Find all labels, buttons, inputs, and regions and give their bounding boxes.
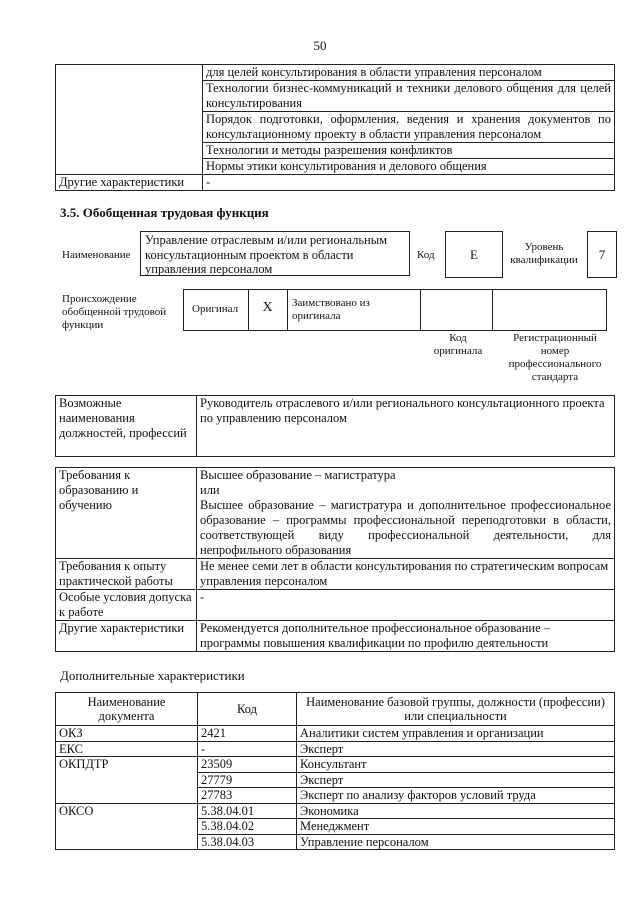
table-row [56, 726, 615, 742]
req-line: Высшее образование – магистратура [200, 468, 396, 482]
page-number: 50 [313, 38, 327, 53]
table-cell: для целей консультирования в области управления персоналом [203, 65, 615, 81]
table-cell [56, 788, 198, 804]
knowledge-table [55, 64, 615, 191]
table-row [56, 757, 615, 773]
original-label: Оригинал [192, 303, 239, 315]
header-doc: Наименование документа [56, 693, 198, 726]
table-row [56, 396, 615, 457]
table-cell: Эксперт по анализу факторов условий труда [297, 788, 615, 804]
table-cell: Эксперт [297, 741, 615, 757]
table-cell: ЕКС [56, 741, 198, 757]
code-caption: Код оригинала [433, 332, 483, 357]
requirements-table [55, 467, 615, 652]
req-line: Высшее образование – магистратура и дополнительное профессиональное образование – программы профессиональной переподготовки в области, соответствующей виду профессиональной деятельности, для непрофильного образования [200, 498, 611, 557]
level-label: Уровень квалификации [510, 241, 578, 266]
positions-table [55, 395, 615, 457]
table-row [56, 621, 615, 652]
table-cell: ОКЗ [56, 726, 198, 742]
table-cell: 2421 [198, 726, 297, 742]
header-code: Код [198, 693, 297, 726]
table-cell: ОКСО [56, 803, 198, 819]
additional-table [55, 692, 615, 850]
req-label: Особые условия допуска к работе [56, 590, 197, 621]
table-row [56, 468, 615, 559]
table-cell: Менеджмент [297, 819, 615, 835]
req-label: Требования к опыту практической работы [56, 559, 197, 590]
reg-caption: Регистрационный номер профессионального стандарта [508, 332, 602, 383]
table-cell: 5.38.04.01 [198, 803, 297, 819]
table-cell: 27779 [198, 772, 297, 788]
table-row [56, 803, 615, 819]
table-cell [56, 834, 198, 850]
code-label: Код [417, 249, 435, 261]
table-row [56, 559, 615, 590]
table-cell: Управление персоналом [297, 834, 615, 850]
gtf-level-value: 7 [587, 231, 617, 278]
req-line: Рекомендуется дополнительное профессиональное образование – программы повышения квалификации по профилю деятельности [197, 621, 615, 652]
positions-label: Возможные наименования должностей, профессий [56, 396, 197, 457]
req-label: Другие характеристики [56, 621, 197, 652]
table-row [56, 741, 615, 757]
table-cell: ОКПДТР [56, 757, 198, 773]
table-cell: 5.38.04.03 [198, 834, 297, 850]
section-title: 3.5. Обобщенная трудовая функция [60, 205, 269, 220]
table-cell: 23509 [198, 757, 297, 773]
header-name: Наименование базовой группы, должности (профессии) или специальности [297, 693, 615, 726]
table-header-row [56, 693, 615, 726]
additional-title: Дополнительные характеристики [60, 668, 245, 683]
table-cell: Аналитики систем управления и организации [297, 726, 615, 742]
original-mark: X [262, 300, 273, 315]
table-cell [56, 819, 198, 835]
table-cell [56, 772, 198, 788]
table-cell: Порядок подготовки, оформления, ведения и хранения документов по консультационному проекту в области управления персоналом [203, 112, 615, 143]
borrowed-label: Заимствовано из оригинала [292, 297, 370, 322]
req-line: Не менее семи лет в области консультирования по стратегическим вопросам управления персоналом [197, 559, 615, 590]
table-row [56, 834, 615, 850]
table-cell: - [198, 741, 297, 757]
table-cell: 5.38.04.02 [198, 819, 297, 835]
table-cell: Экономика [297, 803, 615, 819]
table-cell: Консультант [297, 757, 615, 773]
table-row [56, 819, 615, 835]
req-line: или [200, 483, 220, 497]
positions-value: Руководитель отраслевого и/или регионального консультационного проекта по управлению персоналом [197, 396, 615, 457]
name-label: Наименование [62, 249, 131, 261]
table-cell: Нормы этики консультирования и делового общения [203, 159, 615, 175]
table-cell: Технологии бизнес-коммуникаций и техники делового общения для целей консультирования [203, 81, 615, 112]
gtf-code-value: E [445, 231, 503, 278]
table-row [56, 772, 615, 788]
table-cell: Эксперт [297, 772, 615, 788]
table-row [56, 65, 615, 81]
other-value: - [203, 175, 615, 191]
gtf-name-value: Управление отраслевым и/или региональным консультационным проектом в области управления персоналом [140, 231, 410, 276]
req-line: - [197, 590, 615, 621]
table-cell: Технологии и методы разрешения конфликтов [203, 143, 615, 159]
table-cell: 27783 [198, 788, 297, 804]
table-row [56, 175, 615, 191]
other-label: Другие характеристики [56, 175, 203, 191]
origin-label: Происхождение обобщенной трудовой функции [62, 293, 167, 331]
table-row [56, 788, 615, 804]
req-label: Требования к образованию и обучению [56, 468, 197, 559]
table-row [56, 590, 615, 621]
